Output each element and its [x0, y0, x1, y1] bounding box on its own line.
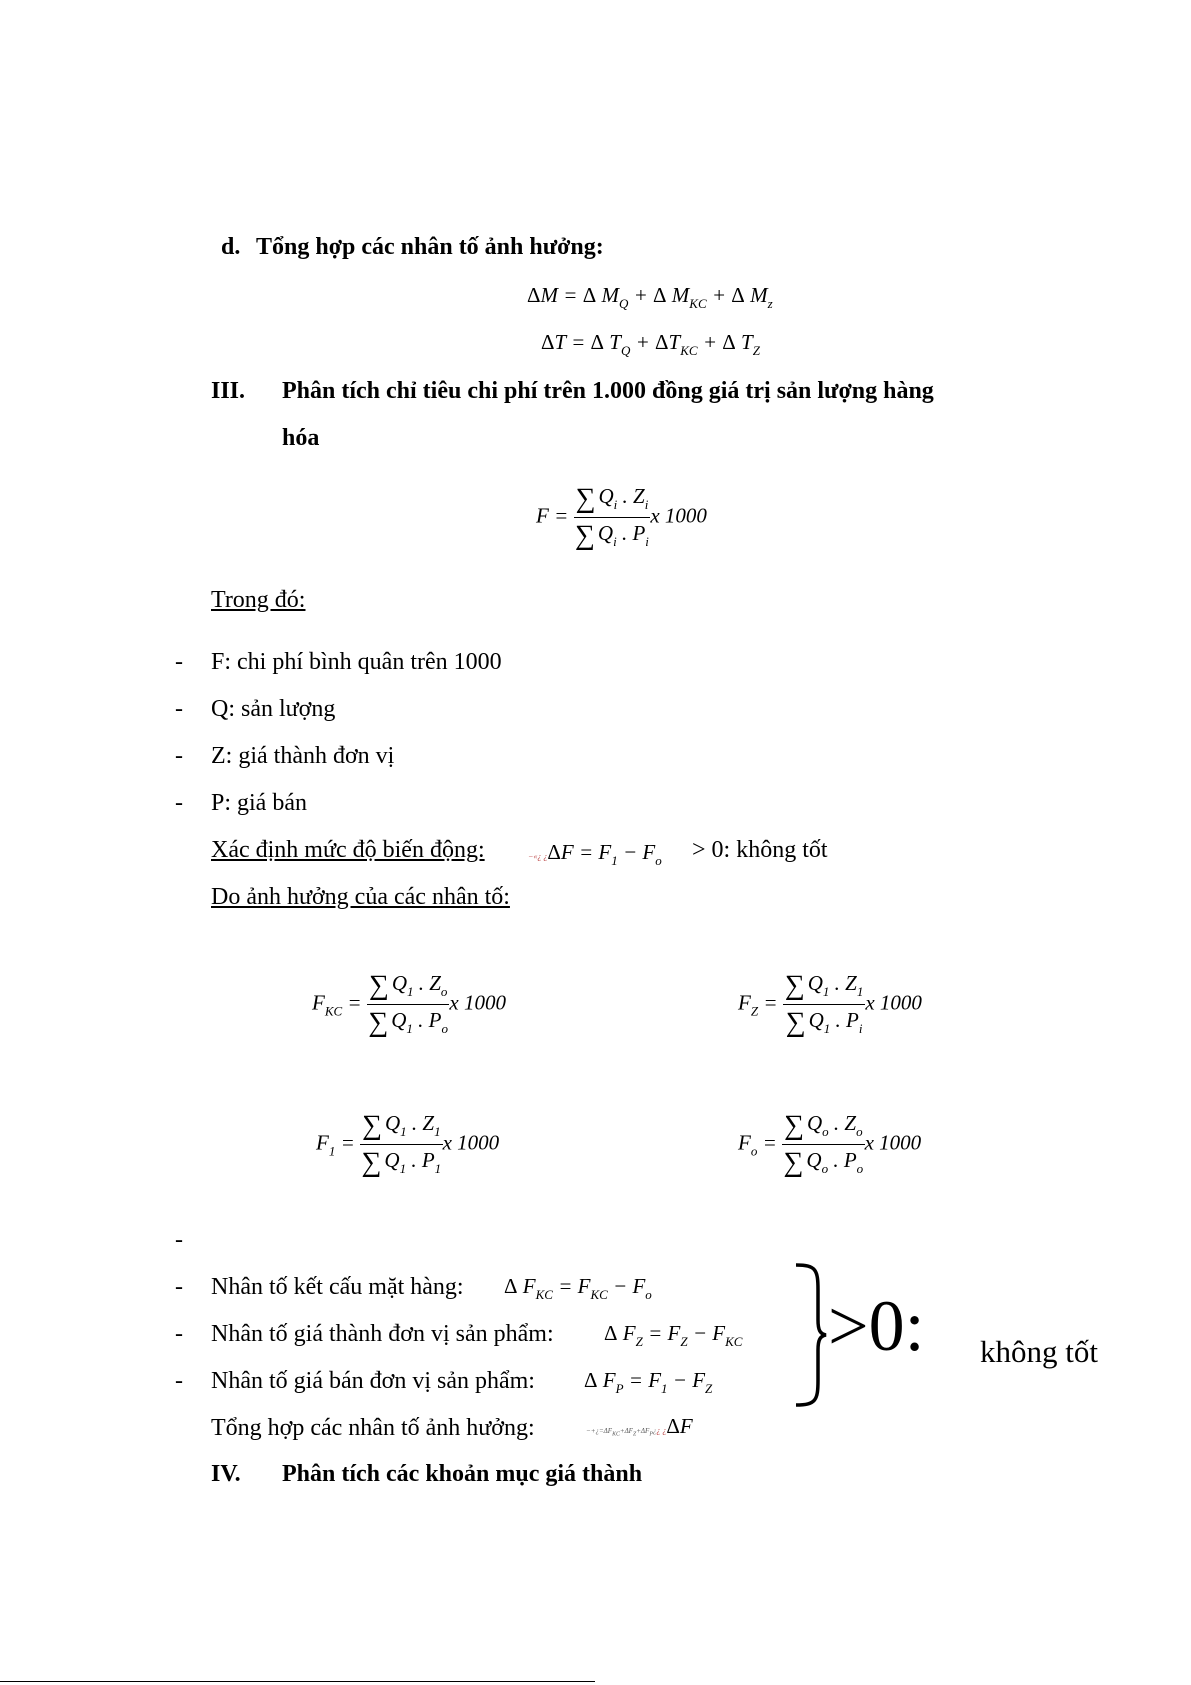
- dash-bullet: -: [175, 1368, 183, 1394]
- formula-main-multiplier: x 1000: [650, 503, 707, 528]
- section-d-label: d.: [221, 234, 241, 260]
- factor-unit-price-formula: Δ $F_P = F_1 - F_Z$: [584, 1368, 713, 1396]
- trong-do-heading: Trong đó:: [211, 587, 306, 613]
- formula-f-z: $F_Z$ = $\frac{\sum Q_1 . Z_1}{\sum Q_1 . P_i}$ x 1000: [738, 970, 922, 1038]
- formula-main-f: F = $\frac{\sum Q_i . Z_i}{\sum Q_i . P_i}$ x 1000: [536, 483, 707, 551]
- definition-p: P: giá bán: [211, 790, 307, 816]
- section-iii-title-line2: hóa: [282, 425, 320, 451]
- dash-bullet: -: [175, 743, 183, 769]
- dash-bullet: -: [175, 1321, 183, 1347]
- factor-structure-label: Nhân tố kết cấu mặt hàng:: [211, 1274, 464, 1300]
- variation-suffix: > 0: không tốt: [692, 837, 828, 863]
- dash-bullet: -: [175, 790, 183, 816]
- factor-unit-cost-formula: Δ $F_Z = F_Z - F_{KC}$: [604, 1321, 743, 1349]
- formula-f-1: $F_1$ = $\frac{\sum Q_1 . Z_1}{\sum Q_1 . P_1}$ x 1000: [316, 1110, 500, 1178]
- factor-structure-formula: Δ $F_{KC} = F_{KC} - F_o$: [504, 1274, 652, 1302]
- section-iv-number: IV.: [211, 1461, 241, 1487]
- definition-f: F: chi phí bình quân trên 1000: [211, 649, 502, 675]
- footer-rule: [0, 1681, 595, 1682]
- variation-label: Xác định mức độ biến động:: [211, 837, 485, 863]
- formula-f-o-multiplier: x 1000: [864, 1130, 922, 1155]
- section-iv-title: Phân tích các khoản mục giá thành: [282, 1461, 643, 1487]
- summary-formula: $-+¿=\Delta F_{KC}+\Delta F_Z+\Delta F_P¿¿$ ¿ΔF: [586, 1414, 693, 1438]
- factor-unit-price-label: Nhân tố giá bán đơn vị sản phẩm:: [211, 1368, 535, 1394]
- factors-heading: Do ảnh hưởng của các nhân tố:: [211, 884, 510, 910]
- summary-label: Tổng hợp các nhân tố ảnh hưởng:: [211, 1415, 535, 1441]
- dash-bullet: -: [175, 1274, 183, 1300]
- factor-unit-cost-label: Nhân tố giá thành đơn vị sản phẩm:: [211, 1321, 554, 1347]
- conclusion-text: không tốt: [980, 1334, 1098, 1369]
- section-iii-number: III.: [211, 378, 246, 404]
- section-iii-title-line1: Phân tích chỉ tiêu chi phí trên 1.000 đồng giá trị sản lượng hàng: [282, 378, 934, 404]
- conclusion-symbol: >0:: [828, 1286, 925, 1366]
- section-d-title: Tổng hợp các nhân tố ảnh hưởng:: [256, 234, 604, 260]
- formula-delta-t: ΔT = Δ $T_Q + \Delta T_{KC} + \Delta$ $T_Z$: [541, 330, 760, 358]
- formula-f-kc-multiplier: x 1000: [449, 990, 506, 1015]
- formula-f-kc: $F_{KC}$ = $\frac{\sum Q_1 . Z_o}{\sum Q_1 . P_o}$ x 1000: [312, 970, 506, 1038]
- dash-bullet: -: [175, 696, 183, 722]
- dash-bullet-empty: -: [175, 1227, 183, 1253]
- formula-f-z-multiplier: x 1000: [865, 990, 922, 1015]
- formula-delta-m: ΔM = Δ $M_Q + \Delta$ $M_{KC} + \Delta$ $M_z$: [527, 283, 773, 311]
- formula-main-fraction: $\frac{\sum Q_i . Z_i}{\sum Q_i . P_i}$: [574, 483, 649, 551]
- formula-f-1-multiplier: x 1000: [442, 1130, 500, 1155]
- right-brace-icon: [794, 1262, 828, 1408]
- formula-main-lhs: F: [536, 503, 549, 528]
- definition-z: Z: giá thành đơn vị: [211, 743, 395, 769]
- dash-bullet: -: [175, 649, 183, 675]
- variation-formula: −«¿ ¿$\Delta F = F_1 - F_o$: [528, 840, 662, 868]
- definition-q: Q: sản lượng: [211, 696, 336, 722]
- formula-f-o: $F_o$ = $\frac{\sum Q_o . Z_o}{\sum Q_o . P_o}$ x 1000: [738, 1110, 922, 1178]
